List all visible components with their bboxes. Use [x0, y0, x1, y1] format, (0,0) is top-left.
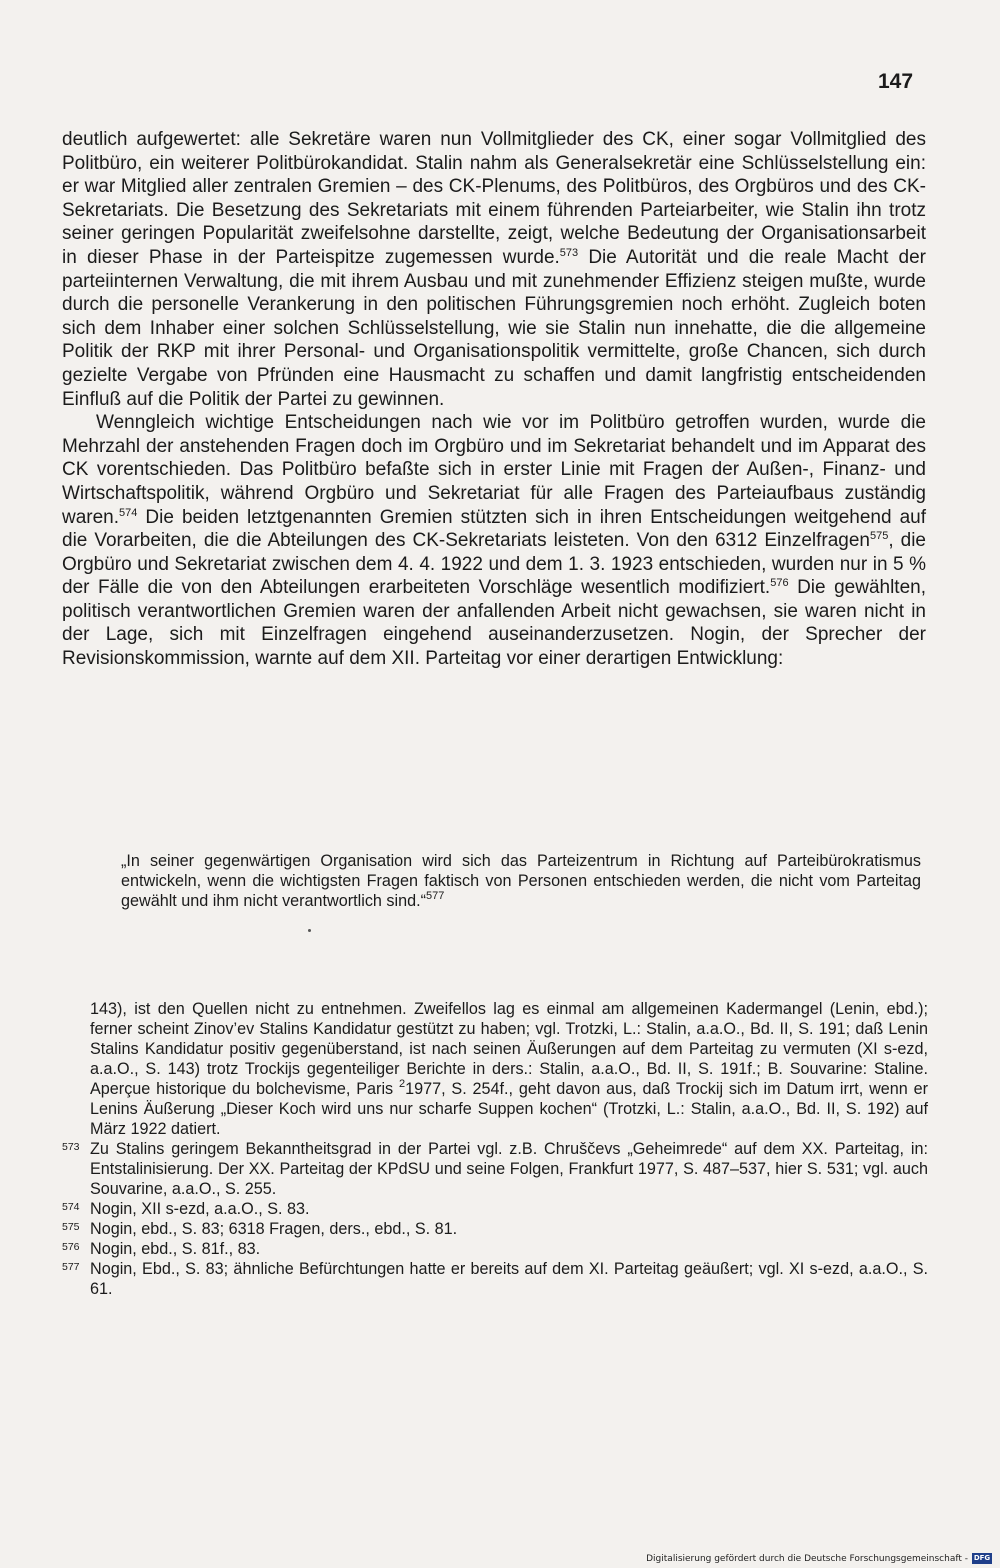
dfg-logo: DFG [973, 1554, 991, 1562]
footer-text: Digitalisierung gefördert durch die Deutsche Forschungsgemeinschaft - [646, 1553, 968, 1564]
edition-superscript: 2 [398, 1078, 406, 1090]
paragraph-text: Die gewählten, politisch verantwortlichen Gremien waren der anfallenden Arbeit nicht gewachsen, sie waren nicht in der Lage, sich mit Einzelfragen eingehend auseinanderzusetzen. Nogin, der Sprecher der Revisionskommission, warnte auf dem XII. Parteitag vor einer derartigen Entwicklung: [62, 577, 926, 670]
footnote-number: 575 [62, 1221, 80, 1233]
footnote-ref-573: 573 [559, 246, 579, 259]
footnote-ref-576: 576 [770, 577, 789, 590]
footnote-continuation [62, 999, 928, 1139]
paragraph-text: Die beiden letztgenannten Gremien stützten sich in ihren Entscheidungen weitgehend auf die Vorarbeiten, die die Abteilungen des CK-Sekretariats leisteten. Von den 6312 Einzelfragen [62, 506, 926, 552]
footnote-573 [62, 1139, 928, 1199]
paragraph-1 [62, 128, 926, 411]
footnote-number: 577 [62, 1261, 80, 1273]
footnote-text: Nogin, ebd., S. 81f., 83. [90, 1240, 261, 1258]
page-number: 147 [878, 70, 914, 93]
quote-text: „In seiner gegenwärtigen Organisation wird sich das Parteizentrum in Richtung auf Parteibürokratismus entwickeln, wenn die wichtigsten Fragen faktisch von Personen entschieden werden, die nicht vom Parteitag gewählt und ihm nicht verantwortlich sind.“ [121, 852, 921, 910]
footnote-574 [62, 1199, 928, 1219]
footnote-ref-575: 575 [870, 530, 889, 543]
paragraph-text: Wenngleich wichtige Entscheidungen nach wie vor im Politbüro getroffen wurden, wurde die Mehrzahl der anstehenden Fragen doch im Orgbüro und im Sekretariat behandelt und im Apparat des CK vorentschieden. Das Politbüro befaßte sich in erster Linie mit Fragen der Außen-, Finanz- und Wirtschaftspolitik, während Orgbüro und Sekretariat für alle Fragen des Parteiaufbaus zuständig waren. [62, 412, 926, 528]
block-quote [121, 852, 921, 911]
footnotes [62, 999, 928, 1299]
footnote-text: Nogin, XII s-ezd, a.a.O., S. 83. [90, 1200, 310, 1218]
ink-dot [308, 929, 311, 932]
footnote-text: Nogin, Ebd., S. 83; ähnliche Befürchtungen hatte er bereits auf dem XI. Parteitag geäußert; vgl. XI s-ezd, a.a.O., S. 61. [90, 1260, 928, 1298]
footnote-text: Nogin, ebd., S. 83; 6318 Fragen, ders., ebd., S. 81. [90, 1220, 458, 1238]
digitization-footer [646, 1553, 992, 1564]
paragraph-text: Die Autorität und die reale Macht der parteiinternen Verwaltung, die mit ihrem Ausbau und mit zunehmender Effizienz steigen mußte, wurde durch die personelle Verankerung in den politischen Führungsgremien noch erhöht. Zugleich boten sich dem Inhaber einer solchen Schlüsselstellung, wie sie Stalin nun innehatte, die die allgemeine Politik der RKP mit ihrer Personal- und Organisationspolitik vermittelte, große Chancen, sich durch gezielte Vergabe von Pfründen eine Hausmacht zu schaffen und damit langfristig entscheidenden Einfluß auf die Politik der Partei zu gewinnen. [62, 246, 926, 410]
footnote-ref-577: 577 [426, 889, 445, 902]
footnote-text: 143), ist den Quellen nicht zu entnehmen. Zweifellos lag es einmal am allgemeinen Kadermangel (Lenin, ebd.); ferner scheint Zinov’ev Stalins Kandidatur gestützt zu haben; vgl. Trotzki, L.: Stalin, a.a.O., Bd. II, S. 191; daß Lenin Stalins Kandidatur positiv gegenüberstand, ist nach seinen Äußerungen auf dem Parteitag zu vermuten (XI s-ezd, a.a.O., S. 143) trotz Trockijs gegenteiliger Berichte in ders.: Stalin, a.a.O., Bd. II, S. 191f.; B. Souvarine: Staline. Aperçue historique du bolchevisme, Paris [90, 1000, 928, 1098]
paragraph-text: , die Orgbüro und Sekretariat zwischen dem 4. 4. 1922 und dem 1. 3. 1923 entschieden, wurden nur in 5 % der Fälle die von den Abteilungen erarbeiteten Vorschläge wesentlich modifiziert. [62, 530, 926, 599]
footnote-number: 574 [62, 1201, 80, 1213]
footnote-number: 573 [62, 1141, 80, 1153]
footnote-number: 576 [62, 1241, 80, 1253]
paragraph-2 [62, 411, 926, 671]
footnote-577 [62, 1259, 928, 1299]
footnote-576 [62, 1239, 928, 1259]
footnote-575 [62, 1219, 928, 1239]
main-text [62, 128, 926, 671]
footnote-text: 1977, S. 254f., geht davon aus, daß Trockij sich im Datum irrt, wenn er Lenins Äußerung „Dieser Koch wird uns nur scharfe Suppen kochen“ (Trotzki, L.: Stalin, a.a.O., Bd. II, S. 192) auf März 1922 datiert. [90, 1080, 928, 1138]
footnote-text: Zu Stalins geringem Bekanntheitsgrad in der Partei vgl. z.B. Chruščevs „Geheimrede“ auf dem XX. Parteitag, in: Entstalinisierung. Der XX. Parteitag der KPdSU und seine Folgen, Frankfurt 1977, S. 487–537, hier S. 531; vgl. auch Souvarine, a.a.O., S. 255. [90, 1140, 928, 1198]
footnote-ref-574: 574 [119, 506, 138, 519]
paragraph-text: deutlich aufgewertet: alle Sekretäre waren nun Vollmitglieder des CK, einer sogar Vollmitglied des Politbüro, ein weiterer Politbürokandidat. Stalin nahm als Generalsekretär eine Schlüsselstellung ein: er war Mitglied aller zentralen Gremien – des CK-Plenums, des Politbüros, des Orgbüros und des CK-Sekretariats. Die Besetzung des Sekretariats mit einem führenden Parteiarbeiter, wie Stalin ihn trotz seiner geringen Popularität zweifelsohne darstellte, zeigt, welche Bedeutung der Organisationsarbeit in dieser Phase in der Parteispitze zugemessen wurde. [62, 129, 926, 268]
